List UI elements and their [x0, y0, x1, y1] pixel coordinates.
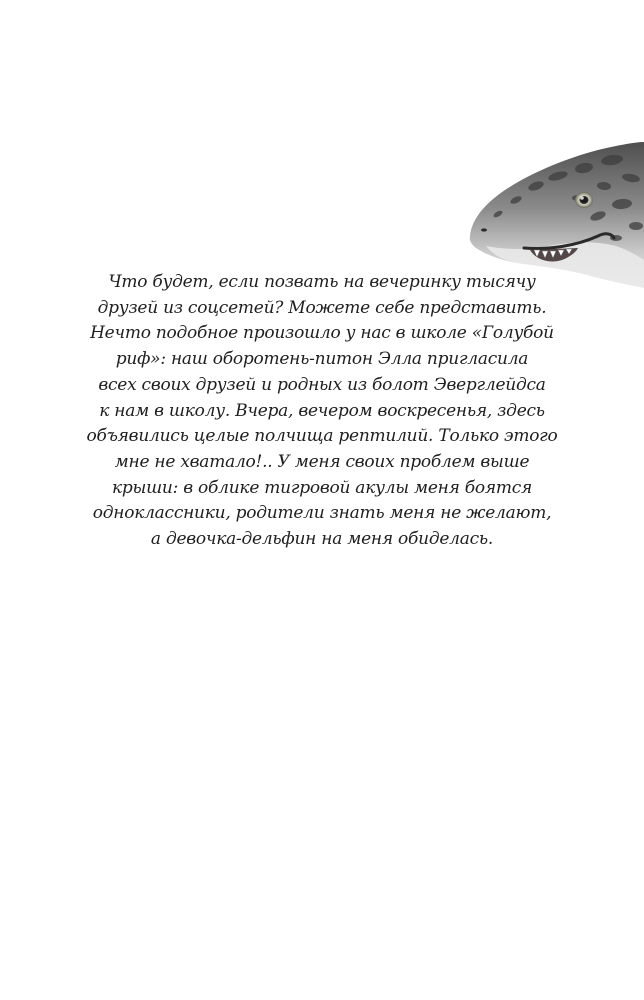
blurb-line: объявились целые полчища рептилий. Только этого — [86, 426, 558, 447]
tiger-shark-head-icon — [466, 138, 644, 288]
blurb-line: одноклассники, родители знать меня не желают, — [92, 503, 552, 524]
blurb-line: друзей из соцсетей? Можете себе представить. — [97, 297, 547, 318]
blurb-line: а девочка-дельфин на меня обиделась. — [150, 529, 494, 550]
blurb-line: Нечто подобное произошло у нас в школе «Голубой — [90, 323, 554, 344]
blurb-line: риф»: наш оборотень-питон Элла пригласила — [115, 349, 529, 370]
blurb-line: всех своих друзей и родных из болот Эверглейдса — [98, 374, 546, 395]
blurb-line: мне не хватало!.. У меня своих проблем выше — [114, 451, 530, 472]
blurb-line: к нам в школу. Вчера, вечером воскресенья, здесь — [99, 400, 545, 421]
blurb-line: крыши: в облике тигровой акулы меня боятся — [111, 477, 533, 498]
book-blurb — [80, 270, 564, 553]
blurb-line: Что будет, если позвать на вечеринку тысячу — [108, 272, 536, 292]
